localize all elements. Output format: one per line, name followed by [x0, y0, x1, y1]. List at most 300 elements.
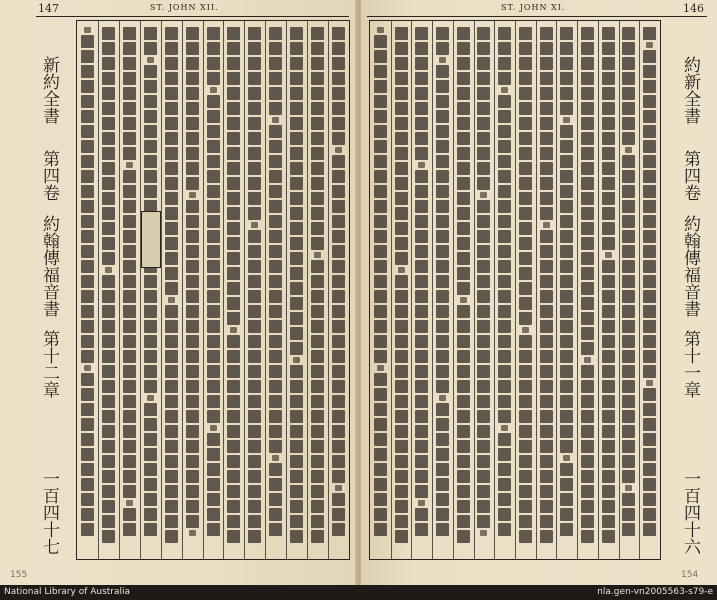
text-glyph: [643, 200, 656, 213]
text-glyph: [186, 485, 199, 498]
text-glyph: [395, 350, 408, 363]
text-column: [622, 27, 635, 536]
text-glyph: [374, 478, 387, 491]
text-glyph: [457, 162, 470, 175]
text-glyph: [560, 440, 573, 453]
text-glyph: [415, 320, 428, 333]
left-running-title: ST. JOHN XII.: [150, 3, 219, 12]
text-glyph: [643, 418, 656, 431]
text-glyph: [144, 418, 157, 431]
text-glyph: [248, 350, 261, 363]
text-glyph: [102, 440, 115, 453]
text-glyph: [602, 515, 615, 528]
text-glyph: [269, 365, 282, 378]
text-glyph: [186, 102, 199, 115]
text-glyph: [602, 27, 615, 40]
column-rule: [619, 21, 620, 559]
text-glyph: [581, 485, 594, 498]
text-glyph: [102, 485, 115, 498]
text-glyph: [227, 500, 240, 513]
text-glyph: [602, 425, 615, 438]
text-glyph: [622, 365, 635, 378]
text-glyph: [227, 222, 240, 235]
text-glyph: [81, 335, 94, 348]
text-glyph: [477, 515, 490, 528]
text-glyph: [439, 395, 446, 401]
text-glyph: [498, 380, 511, 393]
text-glyph: [415, 230, 428, 243]
text-glyph: [144, 433, 157, 446]
text-glyph: [102, 380, 115, 393]
text-glyph: [415, 260, 428, 273]
text-glyph: [374, 433, 387, 446]
text-glyph: [165, 365, 178, 378]
text-glyph: [290, 327, 303, 340]
text-glyph: [643, 50, 656, 63]
text-glyph: [622, 117, 635, 130]
text-glyph: [581, 380, 594, 393]
footer-library-name: National Library of Australia: [4, 587, 131, 597]
text-glyph: [457, 395, 470, 408]
text-glyph: [415, 508, 428, 521]
text-glyph: [290, 365, 303, 378]
text-glyph: [581, 297, 594, 310]
text-glyph: [189, 530, 196, 536]
text-glyph: [84, 27, 91, 33]
text-glyph: [290, 410, 303, 423]
text-glyph: [581, 147, 594, 160]
text-glyph: [102, 147, 115, 160]
text-glyph: [602, 350, 615, 363]
text-glyph: [415, 57, 428, 70]
text-glyph: [123, 365, 136, 378]
text-glyph: [207, 395, 220, 408]
text-glyph: [436, 27, 449, 40]
text-glyph: [168, 297, 175, 303]
text-glyph: [311, 147, 324, 160]
left-pencil-note: 155: [10, 570, 28, 580]
text-glyph: [207, 448, 220, 461]
text-glyph: [165, 87, 178, 100]
text-glyph: [332, 27, 345, 40]
text-glyph: [498, 433, 511, 446]
text-glyph: [186, 440, 199, 453]
text-glyph: [269, 87, 282, 100]
text-glyph: [227, 132, 240, 145]
text-glyph: [477, 27, 490, 40]
text-glyph: [81, 155, 94, 168]
text-glyph: [395, 530, 408, 543]
column-rule: [203, 21, 204, 559]
text-glyph: [540, 500, 553, 513]
text-glyph: [248, 395, 261, 408]
text-glyph: [477, 500, 490, 513]
text-glyph: [560, 200, 573, 213]
text-glyph: [398, 267, 405, 273]
text-glyph: [311, 530, 324, 543]
text-glyph: [519, 380, 532, 393]
text-glyph: [415, 215, 428, 228]
text-glyph: [560, 125, 573, 138]
text-glyph: [227, 117, 240, 130]
text-glyph: [374, 418, 387, 431]
text-glyph: [293, 357, 300, 363]
text-glyph: [102, 237, 115, 250]
text-glyph: [643, 493, 656, 506]
text-glyph: [581, 425, 594, 438]
text-glyph: [290, 380, 303, 393]
text-glyph: [477, 365, 490, 378]
text-glyph: [207, 95, 220, 108]
text-glyph: [207, 230, 220, 243]
text-glyph: [314, 252, 321, 258]
text-glyph: [581, 455, 594, 468]
text-glyph: [395, 87, 408, 100]
text-glyph: [540, 177, 553, 190]
text-glyph: [477, 470, 490, 483]
text-glyph: [415, 117, 428, 130]
text-glyph: [311, 485, 324, 498]
text-glyph: [519, 425, 532, 438]
text-glyph: [519, 222, 532, 235]
text-glyph: [622, 230, 635, 243]
text-glyph: [415, 395, 428, 408]
text-glyph: [227, 455, 240, 468]
text-glyph: [643, 305, 656, 318]
text-column: [581, 27, 594, 543]
text-glyph: [102, 350, 115, 363]
text-glyph: [498, 245, 511, 258]
text-glyph: [248, 117, 261, 130]
text-glyph: [102, 470, 115, 483]
text-glyph: [290, 72, 303, 85]
column-rule: [244, 21, 245, 559]
text-glyph: [602, 260, 615, 273]
text-glyph: [207, 42, 220, 55]
text-glyph: [415, 455, 428, 468]
text-glyph: [602, 530, 615, 543]
text-glyph: [374, 523, 387, 536]
text-glyph: [540, 530, 553, 543]
text-glyph: [227, 147, 240, 160]
text-glyph: [102, 305, 115, 318]
text-glyph: [560, 185, 573, 198]
text-glyph: [311, 395, 324, 408]
text-glyph: [144, 275, 157, 288]
text-glyph: [186, 27, 199, 40]
text-glyph: [332, 470, 345, 483]
text-glyph: [102, 132, 115, 145]
text-glyph: [332, 57, 345, 70]
text-glyph: [207, 260, 220, 273]
text-glyph: [540, 42, 553, 55]
text-glyph: [519, 87, 532, 100]
text-glyph: [186, 380, 199, 393]
text-glyph: [622, 42, 635, 55]
left-side-volume: 第四卷: [39, 150, 59, 201]
text-glyph: [498, 125, 511, 138]
text-glyph: [415, 380, 428, 393]
text-glyph: [227, 485, 240, 498]
text-glyph: [498, 275, 511, 288]
text-glyph: [643, 523, 656, 536]
text-glyph: [290, 102, 303, 115]
text-glyph: [81, 140, 94, 153]
text-glyph: [602, 42, 615, 55]
text-glyph: [477, 380, 490, 393]
text-glyph: [290, 500, 303, 513]
text-glyph: [186, 410, 199, 423]
text-glyph: [290, 312, 303, 325]
text-glyph: [540, 275, 553, 288]
text-glyph: [519, 132, 532, 145]
text-glyph: [477, 335, 490, 348]
footer-bar: [0, 585, 717, 600]
text-glyph: [165, 305, 178, 318]
text-glyph: [540, 245, 553, 258]
text-glyph: [311, 380, 324, 393]
text-glyph: [540, 380, 553, 393]
text-column: [519, 27, 532, 543]
text-glyph: [477, 200, 490, 213]
text-glyph: [165, 222, 178, 235]
text-glyph: [332, 87, 345, 100]
text-glyph: [290, 237, 303, 250]
text-glyph: [519, 485, 532, 498]
left-header-rule: [36, 16, 349, 17]
text-glyph: [457, 530, 470, 543]
text-glyph: [81, 185, 94, 198]
column-rule: [494, 21, 495, 559]
text-glyph: [269, 395, 282, 408]
text-glyph: [165, 132, 178, 145]
text-glyph: [622, 155, 635, 168]
text-glyph: [602, 320, 615, 333]
text-glyph: [436, 493, 449, 506]
text-glyph: [165, 470, 178, 483]
text-glyph: [248, 57, 261, 70]
text-glyph: [144, 463, 157, 476]
text-glyph: [207, 523, 220, 536]
text-glyph: [581, 395, 594, 408]
text-glyph: [560, 493, 573, 506]
text-glyph: [269, 215, 282, 228]
text-glyph: [581, 222, 594, 235]
text-glyph: [540, 290, 553, 303]
text-glyph: [581, 27, 594, 40]
text-glyph: [457, 335, 470, 348]
text-glyph: [540, 395, 553, 408]
text-glyph: [186, 290, 199, 303]
text-glyph: [395, 515, 408, 528]
text-glyph: [622, 245, 635, 258]
text-glyph: [186, 162, 199, 175]
text-glyph: [165, 515, 178, 528]
text-glyph: [540, 72, 553, 85]
right-side-book-title: 約新全書: [680, 56, 700, 124]
text-glyph: [81, 508, 94, 521]
text-glyph: [251, 222, 258, 228]
text-glyph: [602, 395, 615, 408]
column-rule: [474, 21, 475, 559]
text-glyph: [123, 335, 136, 348]
text-glyph: [457, 72, 470, 85]
text-glyph: [102, 222, 115, 235]
text-glyph: [123, 290, 136, 303]
text-glyph: [290, 267, 303, 280]
right-page: [361, 0, 717, 585]
text-glyph: [227, 530, 240, 543]
text-glyph: [311, 57, 324, 70]
text-glyph: [560, 72, 573, 85]
text-glyph: [165, 395, 178, 408]
text-glyph: [643, 320, 656, 333]
text-glyph: [123, 470, 136, 483]
text-glyph: [498, 215, 511, 228]
text-glyph: [436, 155, 449, 168]
text-glyph: [144, 478, 157, 491]
text-glyph: [457, 320, 470, 333]
text-glyph: [560, 140, 573, 153]
text-glyph: [207, 478, 220, 491]
text-glyph: [123, 230, 136, 243]
text-glyph: [625, 485, 632, 491]
text-glyph: [602, 410, 615, 423]
text-glyph: [581, 237, 594, 250]
text-glyph: [436, 230, 449, 243]
text-glyph: [560, 478, 573, 491]
text-glyph: [457, 365, 470, 378]
text-glyph: [477, 455, 490, 468]
text-glyph: [457, 207, 470, 220]
text-glyph: [374, 350, 387, 363]
text-glyph: [102, 192, 115, 205]
text-glyph: [165, 27, 178, 40]
text-glyph: [395, 485, 408, 498]
text-glyph: [498, 260, 511, 273]
text-glyph: [540, 230, 553, 243]
text-glyph: [498, 493, 511, 506]
text-glyph: [374, 35, 387, 48]
column-rule: [411, 21, 412, 559]
text-glyph: [335, 147, 342, 153]
text-glyph: [602, 72, 615, 85]
text-glyph: [123, 72, 136, 85]
column-rule: [328, 21, 329, 559]
text-glyph: [332, 305, 345, 318]
text-glyph: [269, 440, 282, 453]
text-glyph: [374, 448, 387, 461]
text-glyph: [519, 252, 532, 265]
text-glyph: [415, 147, 428, 160]
text-glyph: [332, 410, 345, 423]
text-glyph: [395, 177, 408, 190]
text-glyph: [436, 170, 449, 183]
text-glyph: [436, 275, 449, 288]
text-glyph: [460, 297, 467, 303]
text-glyph: [622, 305, 635, 318]
text-glyph: [227, 42, 240, 55]
text-glyph: [477, 290, 490, 303]
text-glyph: [207, 350, 220, 363]
text-glyph: [248, 470, 261, 483]
text-glyph: [581, 102, 594, 115]
text-glyph: [144, 350, 157, 363]
text-glyph: [144, 290, 157, 303]
text-glyph: [439, 57, 446, 63]
text-glyph: [81, 215, 94, 228]
text-glyph: [457, 267, 470, 280]
text-glyph: [123, 508, 136, 521]
text-glyph: [332, 185, 345, 198]
text-glyph: [477, 132, 490, 145]
text-glyph: [144, 320, 157, 333]
text-glyph: [374, 215, 387, 228]
text-glyph: [290, 342, 303, 355]
text-glyph: [227, 380, 240, 393]
text-glyph: [457, 380, 470, 393]
text-glyph: [519, 72, 532, 85]
text-glyph: [311, 162, 324, 175]
text-glyph: [519, 365, 532, 378]
text-glyph: [540, 335, 553, 348]
text-glyph: [560, 245, 573, 258]
text-glyph: [602, 237, 615, 250]
text-glyph: [123, 440, 136, 453]
text-glyph: [602, 365, 615, 378]
text-glyph: [519, 410, 532, 423]
text-glyph: [81, 493, 94, 506]
text-glyph: [540, 207, 553, 220]
text-glyph: [227, 312, 240, 325]
text-glyph: [457, 237, 470, 250]
text-glyph: [498, 155, 511, 168]
text-glyph: [227, 350, 240, 363]
text-glyph: [622, 275, 635, 288]
text-column: [186, 27, 199, 536]
text-glyph: [332, 260, 345, 273]
text-glyph: [102, 27, 115, 40]
text-glyph: [81, 230, 94, 243]
text-glyph: [560, 87, 573, 100]
text-glyph: [269, 410, 282, 423]
text-glyph: [560, 27, 573, 40]
text-glyph: [165, 42, 178, 55]
text-glyph: [498, 230, 511, 243]
text-glyph: [498, 57, 511, 70]
text-glyph: [332, 290, 345, 303]
text-glyph: [560, 350, 573, 363]
text-glyph: [332, 132, 345, 145]
text-glyph: [248, 425, 261, 438]
text-glyph: [519, 207, 532, 220]
text-glyph: [622, 72, 635, 85]
text-glyph: [581, 410, 594, 423]
text-glyph: [81, 305, 94, 318]
text-column: [436, 27, 449, 536]
text-glyph: [248, 102, 261, 115]
text-glyph: [102, 335, 115, 348]
text-glyph: [395, 57, 408, 70]
text-glyph: [602, 470, 615, 483]
text-glyph: [477, 425, 490, 438]
text-column: [560, 27, 573, 536]
text-glyph: [311, 237, 324, 250]
text-glyph: [581, 365, 594, 378]
text-glyph: [374, 290, 387, 303]
text-glyph: [643, 508, 656, 521]
text-glyph: [248, 260, 261, 273]
